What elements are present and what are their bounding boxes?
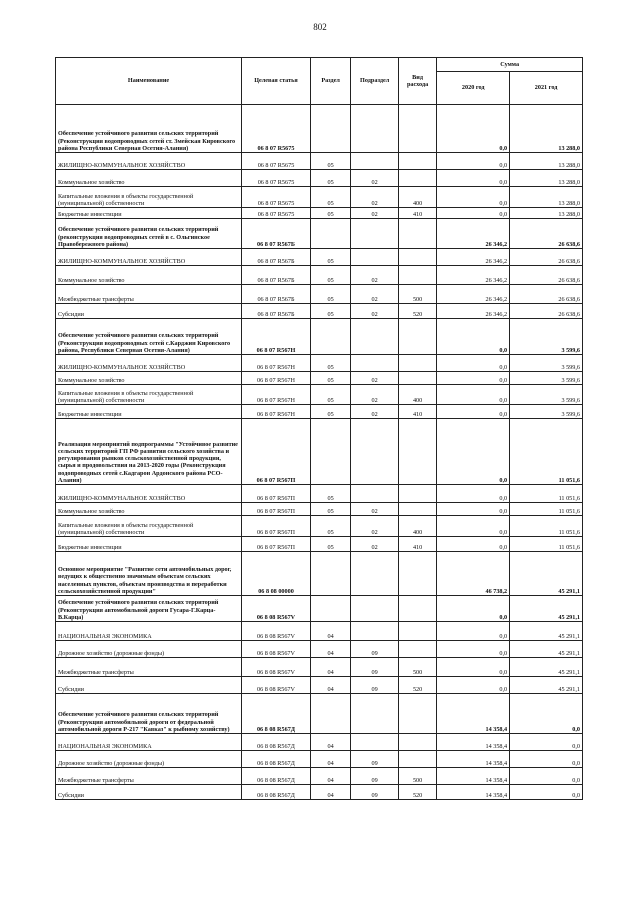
row-section: 05	[310, 516, 350, 537]
row-amount-2020: 0,0	[437, 170, 510, 187]
row-name: НАЦИОНАЛЬНАЯ ЭКОНОМИКА	[56, 734, 242, 751]
row-amount-2020: 14 358,4	[437, 785, 510, 800]
row-expense-type	[398, 552, 436, 596]
row-amount-2020: 0,0	[437, 658, 510, 677]
row-amount-2020: 0,0	[437, 105, 510, 153]
row-section: 05	[310, 249, 350, 266]
row-amount-2021: 26 638,6	[510, 266, 583, 285]
row-amount-2020: 0,0	[437, 641, 510, 658]
row-amount-2020: 26 346,2	[437, 219, 510, 249]
row-amount-2020: 0,0	[437, 485, 510, 503]
row-amount-2021: 26 638,6	[510, 304, 583, 319]
row-subsection	[351, 105, 399, 153]
row-section: 04	[310, 751, 350, 768]
row-expense-type	[398, 419, 436, 485]
row-amount-2020: 0,0	[437, 355, 510, 372]
row-name: ЖИЛИЩНО-КОММУНАЛЬНОЕ ХОЗЯЙСТВО	[56, 153, 242, 170]
header-section: Раздел	[310, 58, 350, 105]
row-expense-type	[398, 641, 436, 658]
row-expense-type	[398, 249, 436, 266]
row-name: Субсидии	[56, 785, 242, 800]
row-section: 04	[310, 622, 350, 641]
row-amount-2020: 26 346,2	[437, 249, 510, 266]
header-subsection: Подраздел	[351, 58, 399, 105]
table-row	[56, 734, 583, 751]
row-subsection: 02	[351, 537, 399, 552]
row-section	[310, 596, 350, 622]
row-subsection: 09	[351, 658, 399, 677]
header-year-2021: 2021 год	[510, 72, 583, 105]
row-expense-type: 500	[398, 768, 436, 785]
row-subsection	[351, 419, 399, 485]
row-subsection	[351, 734, 399, 751]
row-amount-2021: 3 599,6	[510, 355, 583, 372]
row-name: Капитальные вложения в объекты государственной (муниципальной) собственности	[56, 187, 242, 208]
row-name: Бюджетные инвестиции	[56, 537, 242, 552]
row-section: 04	[310, 677, 350, 694]
row-amount-2021: 0,0	[510, 751, 583, 768]
row-amount-2021: 45 291,1	[510, 622, 583, 641]
row-target-code: 06 8 07 R567Н	[242, 385, 311, 405]
row-subsection	[351, 485, 399, 503]
row-target-code: 06 8 07 R567Б	[242, 249, 311, 266]
row-subsection: 02	[351, 405, 399, 419]
row-amount-2020: 0,0	[437, 537, 510, 552]
row-name: Дорожное хозяйство (дорожные фонды)	[56, 641, 242, 658]
row-name: НАЦИОНАЛЬНАЯ ЭКОНОМИКА	[56, 622, 242, 641]
row-target-code: 06 8 07 R5675	[242, 153, 311, 170]
row-expense-type	[398, 622, 436, 641]
row-target-code: 06 8 07 R567Н	[242, 319, 311, 355]
row-expense-type	[398, 503, 436, 516]
table-row	[56, 751, 583, 768]
row-name: Обеспечение устойчивого развития сельских территорий (Реконструкция водопроводных сетей ст. Змейская Кировского района Республики Северная Осетия-Алания)	[56, 105, 242, 153]
row-expense-type	[398, 319, 436, 355]
row-subsection: 02	[351, 516, 399, 537]
row-target-code: 06 8 07 R567П	[242, 503, 311, 516]
row-section: 05	[310, 503, 350, 516]
row-section: 05	[310, 385, 350, 405]
row-section: 05	[310, 266, 350, 285]
row-amount-2021: 3 599,6	[510, 385, 583, 405]
row-subsection: 02	[351, 503, 399, 516]
table-row	[56, 596, 583, 622]
row-subsection: 09	[351, 785, 399, 800]
row-name: Обеспечение устойчивого развития сельских территорий (Реконструкция автомобильной дороги Гусара-Г.Карца-В.Карца)	[56, 596, 242, 622]
table-row	[56, 249, 583, 266]
row-expense-type	[398, 734, 436, 751]
header-target-code: Целевая статья	[242, 58, 311, 105]
row-section	[310, 419, 350, 485]
row-amount-2020: 0,0	[437, 677, 510, 694]
row-target-code: 06 8 08 R567V	[242, 641, 311, 658]
row-amount-2020: 0,0	[437, 385, 510, 405]
row-name: Обеспечение устойчивого развития сельских территорий (Реконструкция водопроводных сетей с.Карджин Кировского района, Республики Северная Осетия-Алания)	[56, 319, 242, 355]
row-target-code: 06 8 07 R567П	[242, 516, 311, 537]
row-name: ЖИЛИЩНО-КОММУНАЛЬНОЕ ХОЗЯЙСТВО	[56, 355, 242, 372]
row-amount-2021: 11 051,6	[510, 516, 583, 537]
row-section: 05	[310, 208, 350, 219]
table-row	[56, 641, 583, 658]
row-target-code: 06 8 08 R567Д	[242, 734, 311, 751]
row-target-code: 06 8 07 R567П	[242, 419, 311, 485]
row-name: Межбюджетные трансферты	[56, 658, 242, 677]
row-section: 05	[310, 537, 350, 552]
row-name: Бюджетные инвестиции	[56, 405, 242, 419]
row-target-code: 06 8 07 R567Н	[242, 355, 311, 372]
budget-table	[55, 57, 583, 800]
row-subsection	[351, 249, 399, 266]
row-subsection: 02	[351, 208, 399, 219]
row-amount-2020: 26 346,2	[437, 304, 510, 319]
row-section: 05	[310, 304, 350, 319]
row-amount-2021: 13 288,0	[510, 153, 583, 170]
row-section: 05	[310, 405, 350, 419]
row-expense-type: 410	[398, 208, 436, 219]
row-target-code: 06 8 08 R567V	[242, 596, 311, 622]
row-amount-2021: 45 291,1	[510, 596, 583, 622]
table-row	[56, 170, 583, 187]
row-amount-2021: 13 288,0	[510, 208, 583, 219]
row-amount-2021: 26 638,6	[510, 219, 583, 249]
table-row	[56, 785, 583, 800]
row-amount-2021: 3 599,6	[510, 405, 583, 419]
row-expense-type: 400	[398, 187, 436, 208]
row-target-code: 06 8 08 R567Д	[242, 785, 311, 800]
header-name: Наименование	[56, 58, 242, 105]
row-target-code: 06 8 08 R567Д	[242, 694, 311, 734]
row-amount-2021: 45 291,1	[510, 641, 583, 658]
row-target-code: 06 8 07 R5675	[242, 208, 311, 219]
row-section	[310, 219, 350, 249]
table-row	[56, 552, 583, 596]
row-amount-2020: 0,0	[437, 516, 510, 537]
row-expense-type	[398, 153, 436, 170]
row-amount-2020: 0,0	[437, 372, 510, 385]
row-name: Дорожное хозяйство (дорожные фонды)	[56, 751, 242, 768]
table-row	[56, 319, 583, 355]
row-amount-2021: 0,0	[510, 694, 583, 734]
row-target-code: 06 8 07 R567Б	[242, 304, 311, 319]
row-expense-type: 500	[398, 658, 436, 677]
row-expense-type: 410	[398, 405, 436, 419]
table-row	[56, 503, 583, 516]
row-amount-2021: 11 051,6	[510, 537, 583, 552]
row-amount-2020: 0,0	[437, 405, 510, 419]
row-amount-2020: 0,0	[437, 319, 510, 355]
row-section: 05	[310, 170, 350, 187]
table-row	[56, 385, 583, 405]
row-section	[310, 319, 350, 355]
row-expense-type	[398, 485, 436, 503]
row-target-code: 06 8 08 R567V	[242, 677, 311, 694]
row-amount-2021: 3 599,6	[510, 372, 583, 385]
row-expense-type	[398, 694, 436, 734]
row-amount-2020: 14 358,4	[437, 768, 510, 785]
row-target-code: 06 8 07 R567Н	[242, 405, 311, 419]
row-amount-2020: 26 346,2	[437, 266, 510, 285]
row-amount-2021: 11 051,6	[510, 485, 583, 503]
row-name: Капитальные вложения в объекты государственной (муниципальной) собственности	[56, 385, 242, 405]
row-name: Обеспечение устойчивого развития сельских территорий (Реконструкция автомобильной дороги от федеральной автомобильной дороги Р-217 "Кавказ" к рыбному хозяйству)	[56, 694, 242, 734]
row-section	[310, 105, 350, 153]
row-target-code: 06 8 07 R5675	[242, 170, 311, 187]
row-target-code: 06 8 07 R567Б	[242, 219, 311, 249]
row-subsection	[351, 219, 399, 249]
row-subsection: 09	[351, 768, 399, 785]
row-amount-2021: 45 291,1	[510, 552, 583, 596]
header-expense-type: Вид расхода	[398, 58, 436, 105]
table-row	[56, 419, 583, 485]
row-name: Субсидии	[56, 677, 242, 694]
row-section: 04	[310, 768, 350, 785]
row-amount-2021: 26 638,6	[510, 285, 583, 304]
row-section	[310, 694, 350, 734]
table-row	[56, 622, 583, 641]
row-section: 04	[310, 734, 350, 751]
row-subsection	[351, 153, 399, 170]
row-subsection	[351, 319, 399, 355]
row-expense-type: 400	[398, 385, 436, 405]
row-expense-type: 520	[398, 304, 436, 319]
row-amount-2021: 11 051,6	[510, 419, 583, 485]
row-expense-type: 520	[398, 785, 436, 800]
row-expense-type	[398, 219, 436, 249]
row-subsection: 02	[351, 372, 399, 385]
table-row	[56, 266, 583, 285]
row-expense-type	[398, 751, 436, 768]
table-row	[56, 372, 583, 385]
row-amount-2021: 0,0	[510, 768, 583, 785]
row-amount-2020: 0,0	[437, 622, 510, 641]
table-row	[56, 304, 583, 319]
row-subsection	[351, 622, 399, 641]
row-section	[310, 552, 350, 596]
row-target-code: 06 8 08 R567V	[242, 658, 311, 677]
row-amount-2020: 0,0	[437, 153, 510, 170]
row-section: 04	[310, 641, 350, 658]
table-row	[56, 768, 583, 785]
row-section: 04	[310, 785, 350, 800]
row-amount-2021: 45 291,1	[510, 677, 583, 694]
row-target-code: 06 8 07 R567Б	[242, 285, 311, 304]
row-amount-2020: 14 358,4	[437, 694, 510, 734]
row-name: Коммунальное хозяйство	[56, 503, 242, 516]
row-section: 04	[310, 658, 350, 677]
row-amount-2020: 0,0	[437, 208, 510, 219]
row-subsection	[351, 596, 399, 622]
row-amount-2021: 26 638,6	[510, 249, 583, 266]
row-amount-2020: 14 358,4	[437, 734, 510, 751]
row-expense-type	[398, 266, 436, 285]
row-amount-2021: 13 288,0	[510, 170, 583, 187]
table-row	[56, 208, 583, 219]
row-target-code: 06 8 07 R567П	[242, 485, 311, 503]
row-amount-2020: 14 358,4	[437, 751, 510, 768]
row-target-code: 06 8 07 R567Н	[242, 372, 311, 385]
row-subsection: 02	[351, 385, 399, 405]
row-target-code: 06 8 07 R5675	[242, 187, 311, 208]
row-amount-2020: 0,0	[437, 503, 510, 516]
row-subsection: 02	[351, 285, 399, 304]
row-name: ЖИЛИЩНО-КОММУНАЛЬНОЕ ХОЗЯЙСТВО	[56, 485, 242, 503]
row-section: 05	[310, 485, 350, 503]
table-row	[56, 658, 583, 677]
row-expense-type	[398, 355, 436, 372]
row-amount-2021: 13 288,0	[510, 105, 583, 153]
row-amount-2021: 13 288,0	[510, 187, 583, 208]
row-subsection: 02	[351, 266, 399, 285]
row-name: Основное мероприятие "Развитие сети автомобильных дорог, ведущих к общественно значимым объектам сельских населенных пунктов, объектам производства и переработки сельскохозяйственной продукции"	[56, 552, 242, 596]
row-section: 05	[310, 372, 350, 385]
row-target-code: 06 8 08 00000	[242, 552, 311, 596]
row-amount-2020: 46 738,2	[437, 552, 510, 596]
row-amount-2020: 0,0	[437, 596, 510, 622]
table-row	[56, 285, 583, 304]
row-amount-2021: 11 051,6	[510, 503, 583, 516]
row-section: 05	[310, 153, 350, 170]
row-amount-2021: 45 291,1	[510, 658, 583, 677]
row-name: Реализация мероприятий подпрограммы "Устойчивое развитие сельских территорий ГП РФ развития сельского хозяйства и регулирования рынков сельскохозяйственной продукции, сырья и продовольствия на 2013-2020 годы (Реконструкция водопроводных сетей с.Кадгарон Ардонского района РСО-Алания)	[56, 419, 242, 485]
row-amount-2021: 0,0	[510, 734, 583, 751]
row-name: Коммунальное хозяйство	[56, 266, 242, 285]
row-target-code: 06 8 07 R567Б	[242, 266, 311, 285]
row-name: Субсидии	[56, 304, 242, 319]
table-row	[56, 187, 583, 208]
row-name: Капитальные вложения в объекты государственной (муниципальной) собственности	[56, 516, 242, 537]
row-target-code: 06 8 08 R567Д	[242, 768, 311, 785]
table-row	[56, 677, 583, 694]
row-name: Обеспечение устойчивого развития сельских территорий (реконструкция водопроводных сетей в с. Ольгинское Правобережного района)	[56, 219, 242, 249]
row-subsection	[351, 694, 399, 734]
table-row	[56, 537, 583, 552]
row-expense-type	[398, 170, 436, 187]
row-subsection: 09	[351, 751, 399, 768]
row-subsection: 09	[351, 641, 399, 658]
row-expense-type: 500	[398, 285, 436, 304]
row-expense-type: 400	[398, 516, 436, 537]
row-name: Бюджетные инвестиции	[56, 208, 242, 219]
row-expense-type: 410	[398, 537, 436, 552]
row-expense-type: 520	[398, 677, 436, 694]
row-section: 05	[310, 187, 350, 208]
table-body	[56, 105, 583, 800]
row-section: 05	[310, 355, 350, 372]
row-subsection: 02	[351, 187, 399, 208]
row-expense-type	[398, 372, 436, 385]
row-target-code: 06 8 08 R567Д	[242, 751, 311, 768]
table-row	[56, 219, 583, 249]
header-sum: Сумма	[437, 58, 583, 72]
table-row	[56, 516, 583, 537]
row-expense-type	[398, 596, 436, 622]
page-number: 802	[313, 22, 327, 32]
row-name: ЖИЛИЩНО-КОММУНАЛЬНОЕ ХОЗЯЙСТВО	[56, 249, 242, 266]
row-target-code: 06 8 07 R567П	[242, 537, 311, 552]
row-target-code: 06 8 08 R567V	[242, 622, 311, 641]
table-row	[56, 153, 583, 170]
row-name: Межбюджетные трансферты	[56, 768, 242, 785]
row-amount-2021: 3 599,6	[510, 319, 583, 355]
table-header	[56, 58, 583, 105]
table-row	[56, 405, 583, 419]
row-subsection	[351, 355, 399, 372]
table-row	[56, 355, 583, 372]
row-amount-2020: 0,0	[437, 187, 510, 208]
row-expense-type	[398, 105, 436, 153]
table-row	[56, 485, 583, 503]
row-amount-2020: 0,0	[437, 419, 510, 485]
row-amount-2020: 26 346,2	[437, 285, 510, 304]
header-year-2020: 2020 год	[437, 72, 510, 105]
row-section: 05	[310, 285, 350, 304]
row-subsection: 09	[351, 677, 399, 694]
row-name: Межбюджетные трансферты	[56, 285, 242, 304]
row-subsection	[351, 552, 399, 596]
row-amount-2021: 0,0	[510, 785, 583, 800]
table-row	[56, 694, 583, 734]
row-subsection: 02	[351, 170, 399, 187]
table-row	[56, 105, 583, 153]
row-subsection: 02	[351, 304, 399, 319]
row-name: Коммунальное хозяйство	[56, 372, 242, 385]
row-name: Коммунальное хозяйство	[56, 170, 242, 187]
row-target-code: 06 8 07 R5675	[242, 105, 311, 153]
